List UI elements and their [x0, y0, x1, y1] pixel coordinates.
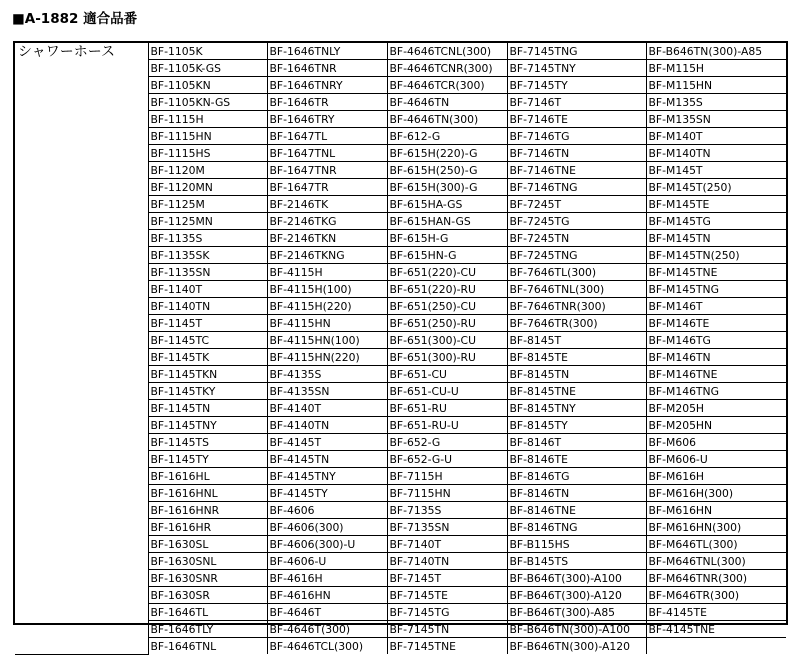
- part-number-cell: BF-1145TKN: [148, 366, 267, 383]
- part-number-cell: BF-651(250)-RU: [387, 315, 507, 332]
- part-number-cell: BF-651-CU-U: [387, 383, 507, 400]
- part-number-cell: BF-4646T(300): [267, 621, 387, 638]
- part-number-cell: BF-1145TS: [148, 434, 267, 451]
- part-number-cell: BF-M606: [646, 434, 786, 451]
- part-number-cell: BF-M646TL(300): [646, 536, 786, 553]
- part-number-cell: BF-4145TE: [646, 604, 786, 621]
- part-number-cell: BF-1140T: [148, 281, 267, 298]
- part-number-cell: BF-8145TNE: [507, 383, 646, 400]
- part-number-cell: BF-4646TCL(300): [267, 638, 387, 655]
- part-number-cell: BF-1630SL: [148, 536, 267, 553]
- part-number-cell: BF-B646TN(300)-A120: [507, 638, 646, 655]
- part-number-cell: BF-1646TNRY: [267, 77, 387, 94]
- part-number-cell: BF-7646TNR(300): [507, 298, 646, 315]
- part-number-cell: BF-651(300)-CU: [387, 332, 507, 349]
- part-number-cell: BF-7245TNG: [507, 247, 646, 264]
- part-number-cell: BF-M145TN(250): [646, 247, 786, 264]
- part-number-cell: BF-8146TNE: [507, 502, 646, 519]
- part-number-cell: BF-652-G: [387, 434, 507, 451]
- part-number-cell: BF-M646TR(300): [646, 587, 786, 604]
- part-number-cell: BF-1646TLY: [148, 621, 267, 638]
- part-number-cell: BF-7146TNE: [507, 162, 646, 179]
- part-number-cell: BF-652-G-U: [387, 451, 507, 468]
- part-number-cell: BF-B646TN(300)-A85: [646, 43, 786, 60]
- part-number-cell: BF-M146T: [646, 298, 786, 315]
- part-number-cell: BF-7146TNG: [507, 179, 646, 196]
- part-number-cell: BF-1630SR: [148, 587, 267, 604]
- part-number-cell: BF-7115H: [387, 468, 507, 485]
- part-number-cell: BF-4115HN(100): [267, 332, 387, 349]
- part-number-cell: BF-7646TNL(300): [507, 281, 646, 298]
- category-cell: シャワーホース: [15, 43, 148, 654]
- part-number-cell: BF-1145TC: [148, 332, 267, 349]
- part-number-cell: BF-M145TNG: [646, 281, 786, 298]
- part-number-cell: BF-4616HN: [267, 587, 387, 604]
- part-number-cell: BF-615H(250)-G: [387, 162, 507, 179]
- part-number-cell: BF-7145T: [387, 570, 507, 587]
- part-number-cell: BF-8146TNG: [507, 519, 646, 536]
- part-number-cell: BF-7145TY: [507, 77, 646, 94]
- part-number-cell: BF-4115H: [267, 264, 387, 281]
- part-number-cell: BF-651-CU: [387, 366, 507, 383]
- parts-grid: [15, 43, 786, 655]
- part-number-cell: BF-7145TNE: [387, 638, 507, 655]
- part-number-cell: BF-M205HN: [646, 417, 786, 434]
- part-number-cell: BF-1646TNL: [148, 638, 267, 655]
- part-number-cell: BF-615HN-G: [387, 247, 507, 264]
- part-number-cell: BF-M146TN: [646, 349, 786, 366]
- part-number-cell: BF-8145TNY: [507, 400, 646, 417]
- part-number-cell: BF-7146TN: [507, 145, 646, 162]
- part-number-cell: BF-8146TN: [507, 485, 646, 502]
- part-number-cell: BF-B646T(300)-A100: [507, 570, 646, 587]
- part-number-cell: BF-M616HN(300): [646, 519, 786, 536]
- part-number-cell: BF-B115HS: [507, 536, 646, 553]
- part-number-cell: BF-615H(220)-G: [387, 145, 507, 162]
- part-number-cell: BF-8145TY: [507, 417, 646, 434]
- part-number-cell: BF-M616H(300): [646, 485, 786, 502]
- part-number-cell: BF-8145TN: [507, 366, 646, 383]
- part-number-cell: BF-M646TNR(300): [646, 570, 786, 587]
- part-number-cell: BF-1646TNLY: [267, 43, 387, 60]
- part-number-cell: BF-651-RU: [387, 400, 507, 417]
- part-number-cell: BF-M616H: [646, 468, 786, 485]
- part-number-cell: BF-1647TL: [267, 128, 387, 145]
- compatible-parts-table: [13, 41, 788, 653]
- part-number-cell: BF-4145T: [267, 434, 387, 451]
- part-number-cell: BF-1647TNR: [267, 162, 387, 179]
- parts-grid-body: [15, 43, 786, 654]
- part-number-cell: BF-1145T: [148, 315, 267, 332]
- part-number-cell: BF-8145T: [507, 332, 646, 349]
- part-number-cell: BF-1115HS: [148, 145, 267, 162]
- part-number-cell: BF-M140TN: [646, 145, 786, 162]
- part-number-cell: BF-7145TN: [387, 621, 507, 638]
- part-number-cell: BF-1125MN: [148, 213, 267, 230]
- page-title: ■A-1882 適合品番: [12, 11, 138, 27]
- part-number-cell: BF-1616HR: [148, 519, 267, 536]
- part-number-cell: [646, 638, 786, 655]
- part-number-cell: BF-4646TCNL(300): [387, 43, 507, 60]
- part-number-cell: BF-1115H: [148, 111, 267, 128]
- part-number-cell: BF-B145TS: [507, 553, 646, 570]
- part-number-cell: BF-4646TCNR(300): [387, 60, 507, 77]
- part-number-cell: BF-M115H: [646, 60, 786, 77]
- part-number-cell: BF-8145TE: [507, 349, 646, 366]
- part-number-cell: BF-1105K-GS: [148, 60, 267, 77]
- part-number-cell: BF-7140T: [387, 536, 507, 553]
- part-number-cell: BF-2146TK: [267, 196, 387, 213]
- part-number-cell: BF-7646TR(300): [507, 315, 646, 332]
- part-number-cell: BF-1135SK: [148, 247, 267, 264]
- part-number-cell: BF-7145TNY: [507, 60, 646, 77]
- part-number-cell: BF-1105KN: [148, 77, 267, 94]
- part-number-cell: BF-1630SNL: [148, 553, 267, 570]
- part-number-cell: BF-615HA-GS: [387, 196, 507, 213]
- part-number-cell: BF-B646T(300)-A85: [507, 604, 646, 621]
- part-number-cell: BF-4646T: [267, 604, 387, 621]
- part-number-cell: BF-4115H(100): [267, 281, 387, 298]
- table-row: [15, 43, 786, 60]
- part-number-cell: BF-615HAN-GS: [387, 213, 507, 230]
- part-number-cell: BF-4115H(220): [267, 298, 387, 315]
- part-number-cell: BF-651(250)-CU: [387, 298, 507, 315]
- part-number-cell: BF-1120MN: [148, 179, 267, 196]
- part-number-cell: BF-1145TY: [148, 451, 267, 468]
- part-number-cell: BF-7146TE: [507, 111, 646, 128]
- part-number-cell: BF-M606-U: [646, 451, 786, 468]
- part-number-cell: BF-7135SN: [387, 519, 507, 536]
- part-number-cell: BF-M140T: [646, 128, 786, 145]
- part-number-cell: BF-M135S: [646, 94, 786, 111]
- part-number-cell: BF-615H(300)-G: [387, 179, 507, 196]
- part-number-cell: BF-8146TE: [507, 451, 646, 468]
- part-number-cell: BF-4140TN: [267, 417, 387, 434]
- part-number-cell: BF-2146TKG: [267, 213, 387, 230]
- part-number-cell: BF-M146TNG: [646, 383, 786, 400]
- part-number-cell: BF-4606(300)-U: [267, 536, 387, 553]
- part-number-cell: BF-651-RU-U: [387, 417, 507, 434]
- part-number-cell: BF-4616H: [267, 570, 387, 587]
- part-number-cell: BF-4115HN: [267, 315, 387, 332]
- part-number-cell: BF-1120M: [148, 162, 267, 179]
- part-number-cell: BF-651(300)-RU: [387, 349, 507, 366]
- part-number-cell: BF-4606-U: [267, 553, 387, 570]
- part-number-cell: BF-4135SN: [267, 383, 387, 400]
- part-number-cell: BF-M146TNE: [646, 366, 786, 383]
- part-number-cell: BF-1125M: [148, 196, 267, 213]
- part-number-cell: BF-7146TG: [507, 128, 646, 145]
- part-number-cell: BF-1145TNY: [148, 417, 267, 434]
- part-number-cell: BF-B646T(300)-A120: [507, 587, 646, 604]
- part-number-cell: BF-7135S: [387, 502, 507, 519]
- part-number-cell: BF-1135SN: [148, 264, 267, 281]
- part-number-cell: BF-4145TNE: [646, 621, 786, 638]
- part-number-cell: BF-1105KN-GS: [148, 94, 267, 111]
- part-number-cell: BF-1105K: [148, 43, 267, 60]
- part-number-cell: BF-M145TE: [646, 196, 786, 213]
- part-number-cell: BF-M145TNE: [646, 264, 786, 281]
- part-number-cell: BF-7146T: [507, 94, 646, 111]
- part-number-cell: BF-1145TN: [148, 400, 267, 417]
- part-number-cell: BF-M616HN: [646, 502, 786, 519]
- part-number-cell: BF-7145TNG: [507, 43, 646, 60]
- part-number-cell: BF-7245TG: [507, 213, 646, 230]
- part-number-cell: BF-M145TN: [646, 230, 786, 247]
- part-number-cell: BF-4145TN: [267, 451, 387, 468]
- part-number-cell: BF-612-G: [387, 128, 507, 145]
- part-number-cell: BF-1647TNL: [267, 145, 387, 162]
- part-number-cell: BF-M115HN: [646, 77, 786, 94]
- part-number-cell: BF-1647TR: [267, 179, 387, 196]
- part-number-cell: BF-2146TKN: [267, 230, 387, 247]
- part-number-cell: BF-1630SNR: [148, 570, 267, 587]
- part-number-cell: BF-615H-G: [387, 230, 507, 247]
- part-number-cell: BF-8146T: [507, 434, 646, 451]
- part-number-cell: BF-4145TNY: [267, 468, 387, 485]
- part-number-cell: BF-1140TN: [148, 298, 267, 315]
- part-number-cell: BF-651(220)-RU: [387, 281, 507, 298]
- part-number-cell: BF-1646TR: [267, 94, 387, 111]
- part-number-cell: BF-M145T: [646, 162, 786, 179]
- part-number-cell: BF-M205H: [646, 400, 786, 417]
- part-number-cell: BF-7140TN: [387, 553, 507, 570]
- part-number-cell: BF-651(220)-CU: [387, 264, 507, 281]
- part-number-cell: BF-1616HNR: [148, 502, 267, 519]
- part-number-cell: BF-1135S: [148, 230, 267, 247]
- part-number-cell: BF-7245TN: [507, 230, 646, 247]
- part-number-cell: BF-8146TG: [507, 468, 646, 485]
- part-number-cell: BF-7145TG: [387, 604, 507, 621]
- part-number-cell: BF-2146TKNG: [267, 247, 387, 264]
- part-number-cell: BF-7115HN: [387, 485, 507, 502]
- part-number-cell: BF-1646TRY: [267, 111, 387, 128]
- part-number-cell: BF-4646TCR(300): [387, 77, 507, 94]
- part-number-cell: BF-M135SN: [646, 111, 786, 128]
- part-number-cell: BF-4606(300): [267, 519, 387, 536]
- part-number-cell: BF-1616HL: [148, 468, 267, 485]
- part-number-cell: BF-M146TG: [646, 332, 786, 349]
- part-number-cell: BF-4135S: [267, 366, 387, 383]
- part-number-cell: BF-1616HNL: [148, 485, 267, 502]
- part-number-cell: BF-M146TE: [646, 315, 786, 332]
- part-number-cell: BF-4606: [267, 502, 387, 519]
- part-number-cell: BF-M646TNL(300): [646, 553, 786, 570]
- part-number-cell: BF-M145T(250): [646, 179, 786, 196]
- part-number-cell: BF-1145TKY: [148, 383, 267, 400]
- part-number-cell: BF-1115HN: [148, 128, 267, 145]
- part-number-cell: BF-4115HN(220): [267, 349, 387, 366]
- part-number-cell: BF-7145TE: [387, 587, 507, 604]
- part-number-cell: BF-1646TL: [148, 604, 267, 621]
- part-number-cell: BF-7245T: [507, 196, 646, 213]
- part-number-cell: BF-M145TG: [646, 213, 786, 230]
- part-number-cell: BF-4646TN: [387, 94, 507, 111]
- part-number-cell: BF-4140T: [267, 400, 387, 417]
- part-number-cell: BF-4646TN(300): [387, 111, 507, 128]
- part-number-cell: BF-1145TK: [148, 349, 267, 366]
- part-number-cell: BF-1646TNR: [267, 60, 387, 77]
- part-number-cell: BF-B646TN(300)-A100: [507, 621, 646, 638]
- part-number-cell: BF-7646TL(300): [507, 264, 646, 281]
- part-number-cell: BF-4145TY: [267, 485, 387, 502]
